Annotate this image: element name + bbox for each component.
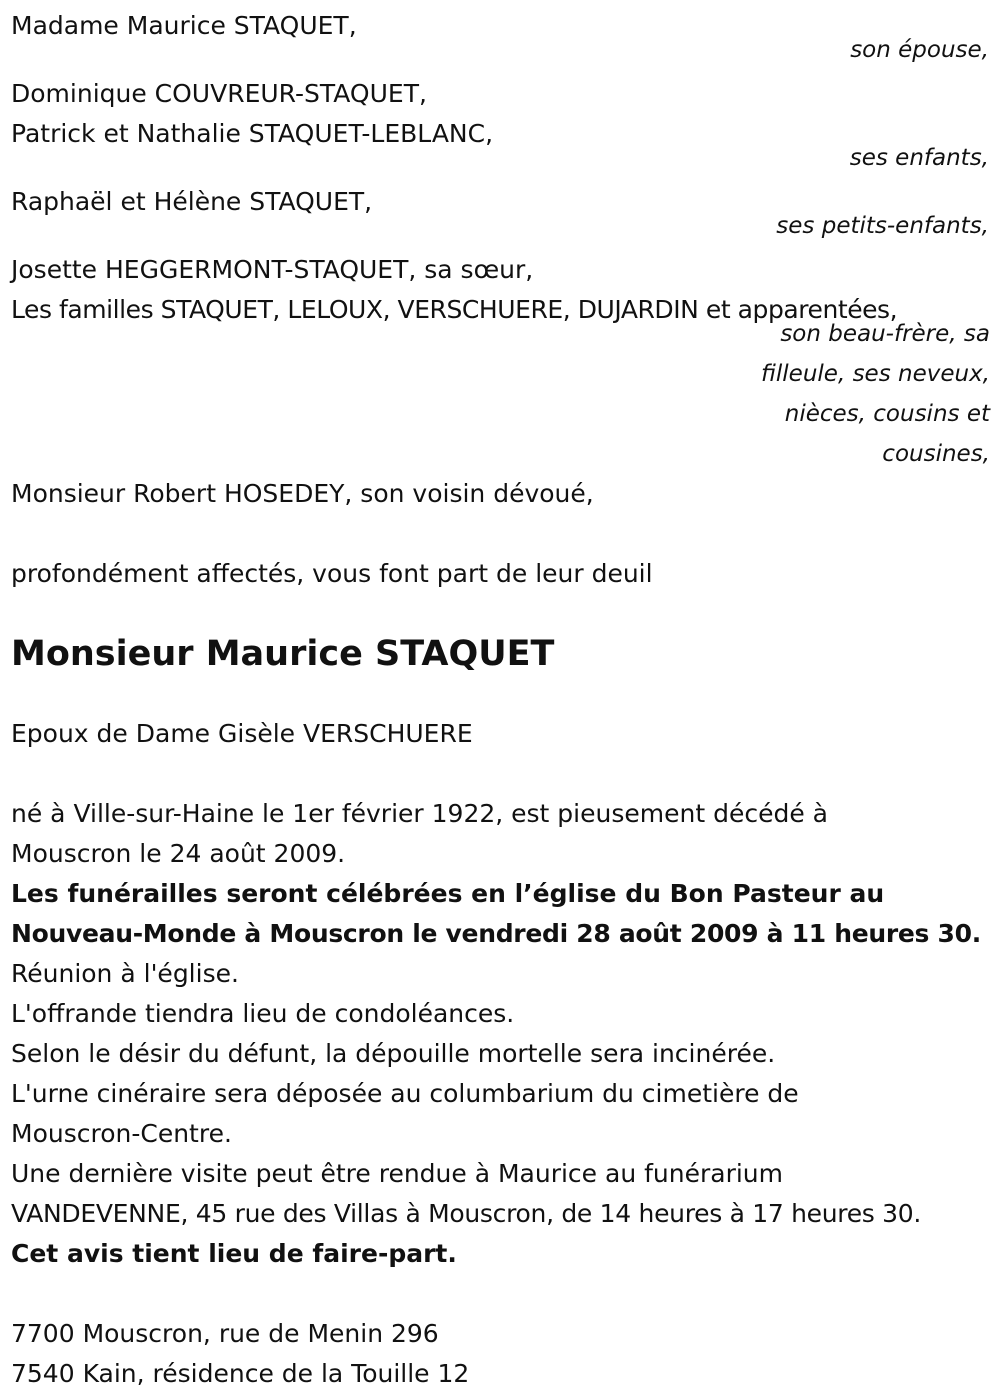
children-role: ses enfants,: [849, 145, 989, 171]
notice-body: [11, 794, 990, 1274]
body-line: L'offrande tiendra lieu de condoléances.: [11, 999, 515, 1028]
addresses: [11, 1314, 990, 1394]
spouse-name: Madame Maurice STAQUET,: [11, 11, 357, 40]
body-line: né à Ville-sur-Haine le 1er février 1922, est pieusement décédé à: [11, 799, 828, 828]
body-line: Mouscron-Centre.: [11, 1119, 232, 1148]
spouse-of: Epoux de Dame Gisèle VERSCHUERE: [11, 719, 473, 748]
deceased-name: Monsieur Maurice STAQUET: [11, 634, 555, 674]
grandchildren: Raphaël et Hélène STAQUET,: [11, 187, 373, 216]
extended-families: Les familles STAQUET, LELOUX, VERSCHUERE, DUJARDIN et apparentées,: [11, 295, 898, 324]
address-line: 7540 Kain, résidence de la Touille 12: [11, 1359, 470, 1388]
families-role-line: filleule, ses neveux,: [761, 361, 990, 387]
grandchildren-role: ses petits-enfants,: [776, 213, 989, 239]
address-line: 7700 Mouscron, rue de Menin 296: [11, 1319, 439, 1348]
spouse-role: son épouse,: [850, 37, 989, 63]
announcement: profondément affectés, vous font part de leur deuil: [11, 559, 653, 588]
child-1: Dominique COUVREUR-STAQUET,: [11, 79, 427, 108]
funeral-details: Nouveau-Monde à Mouscron le vendredi 28 août 2009 à 11 heures 30.: [11, 919, 981, 948]
neighbor: Monsieur Robert HOSEDEY, son voisin dévoué,: [11, 479, 594, 508]
families-role-line: cousines,: [882, 441, 990, 467]
body-line: L'urne cinéraire sera déposée au columbarium du cimetière de: [11, 1079, 799, 1108]
body-line: Réunion à l'église.: [11, 959, 239, 988]
body-line: Mouscron le 24 août 2009.: [11, 839, 346, 868]
closing-note: Cet avis tient lieu de faire-part.: [11, 1239, 457, 1268]
families-role-line: son beau-frère, sa: [780, 321, 990, 347]
funeral-details: Les funérailles seront célébrées en l’église du Bon Pasteur au: [11, 879, 885, 908]
obituary-notice: [11, 0, 990, 1399]
families-role-line: nièces, cousins et: [784, 401, 990, 427]
child-2: Patrick et Nathalie STAQUET-LEBLANC,: [11, 119, 494, 148]
body-line: VANDEVENNE, 45 rue des Villas à Mouscron, de 14 heures à 17 heures 30.: [11, 1199, 922, 1228]
sister: Josette HEGGERMONT-STAQUET, sa sœur,: [11, 255, 534, 284]
body-line: Une dernière visite peut être rendue à Maurice au funérarium: [11, 1159, 784, 1188]
body-line: Selon le désir du défunt, la dépouille mortelle sera incinérée.: [11, 1039, 776, 1068]
families-role: [11, 314, 990, 474]
